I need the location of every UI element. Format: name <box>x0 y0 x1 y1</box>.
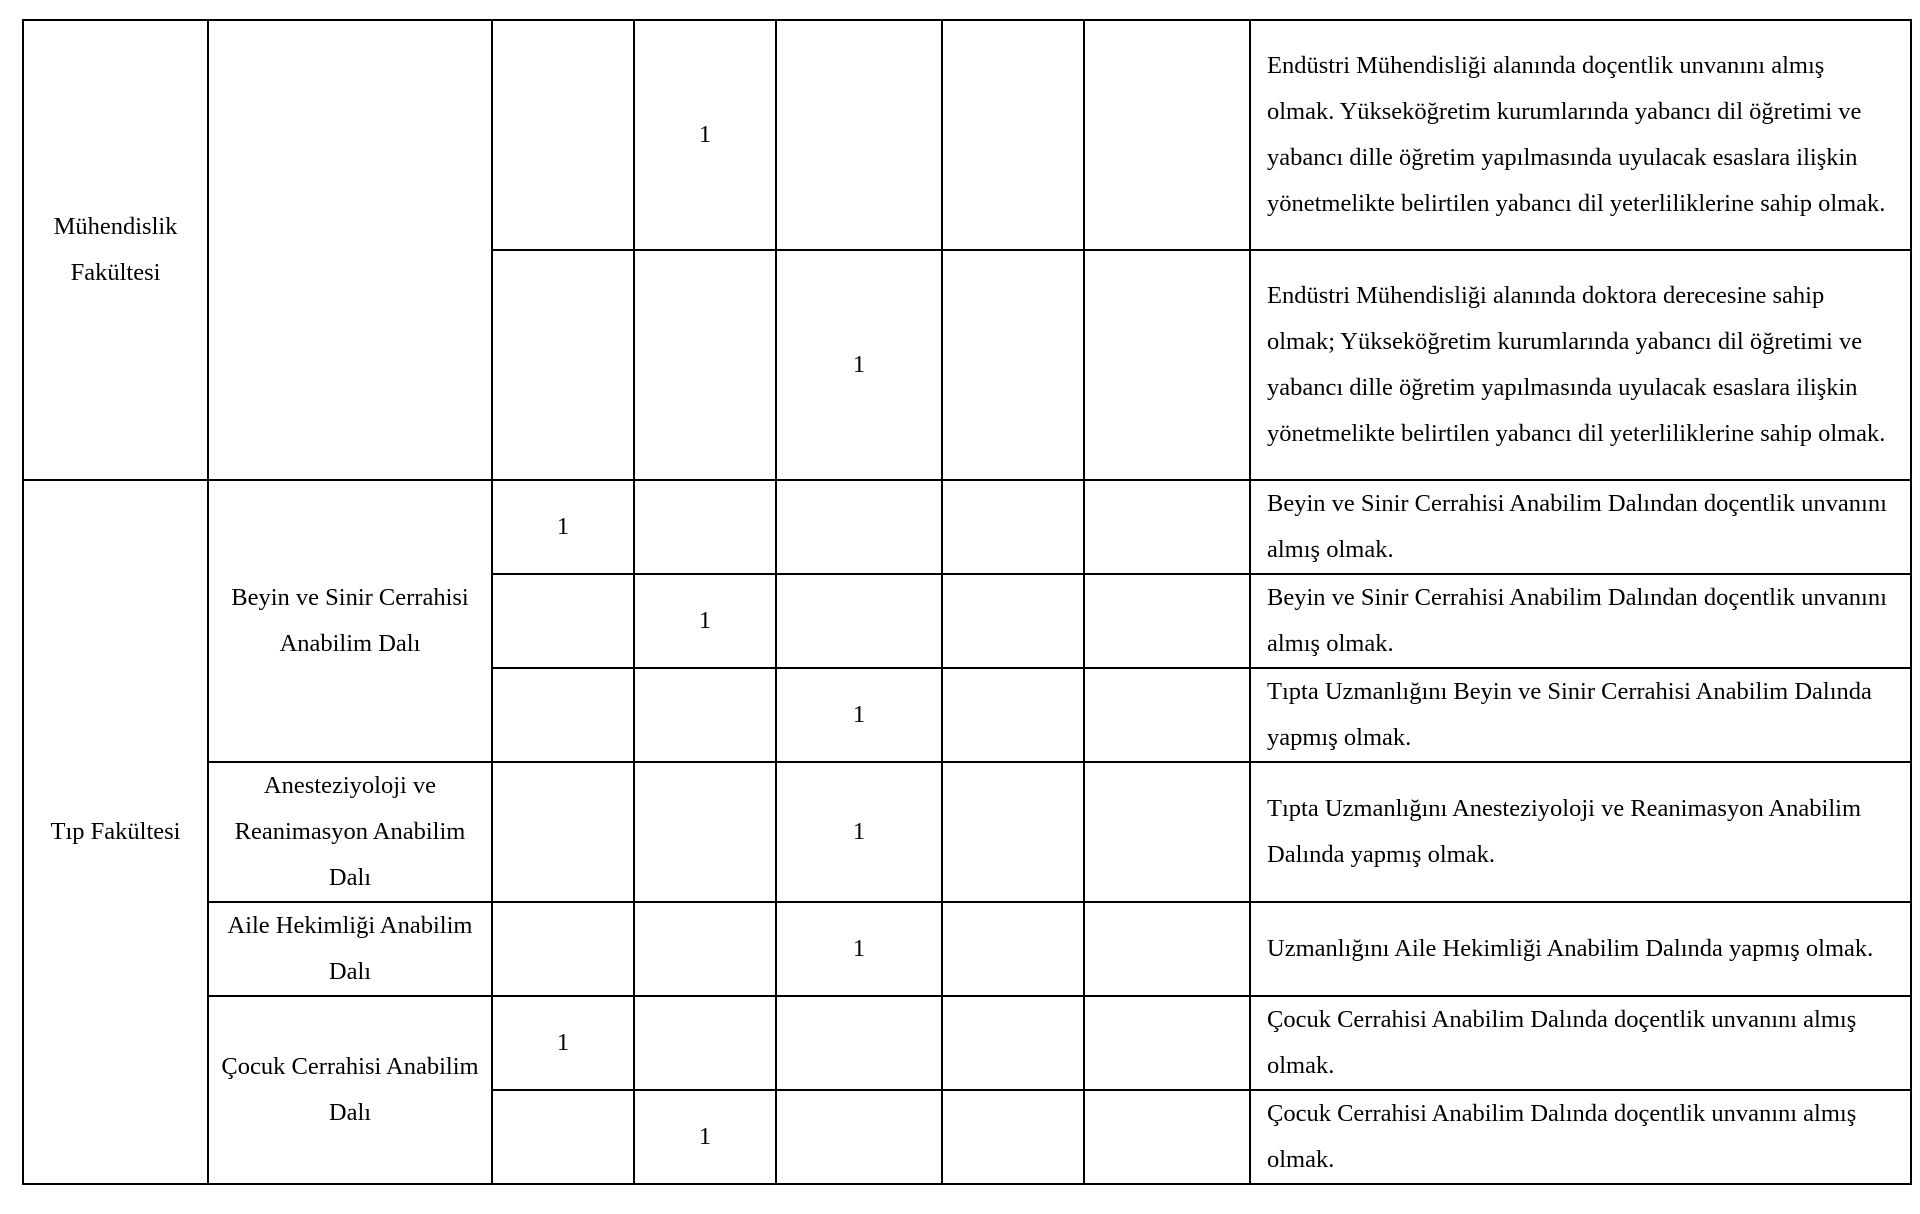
count-cell: 1 <box>634 1090 776 1184</box>
count-cell <box>776 20 942 250</box>
department-cell: Çocuk Cerrahisi Anabilim Dalı <box>208 996 492 1184</box>
count-cell: 1 <box>776 668 942 762</box>
count-cell <box>1084 574 1250 668</box>
count-cell <box>1084 996 1250 1090</box>
count-cell <box>492 668 634 762</box>
count-cell <box>942 250 1084 480</box>
requirement-cell: Uzmanlığını Aile Hekimliği Anabilim Dalında yapmış olmak. <box>1250 902 1911 996</box>
count-cell: 1 <box>634 574 776 668</box>
count-cell: 1 <box>776 250 942 480</box>
department-cell: Anesteziyoloji ve Reanimasyon Anabilim Dalı <box>208 762 492 902</box>
count-cell <box>776 480 942 574</box>
count-cell <box>942 668 1084 762</box>
count-cell <box>492 574 634 668</box>
count-cell <box>1084 762 1250 902</box>
count-cell: 1 <box>776 762 942 902</box>
requirement-cell: Beyin ve Sinir Cerrahisi Anabilim Dalından doçentlik unvanını almış olmak. <box>1250 574 1911 668</box>
count-cell <box>634 902 776 996</box>
count-cell <box>1084 902 1250 996</box>
count-cell <box>1084 668 1250 762</box>
requirement-cell: Çocuk Cerrahisi Anabilim Dalında doçentlik unvanını almış olmak. <box>1250 1090 1911 1184</box>
count-cell <box>942 574 1084 668</box>
count-cell: 1 <box>634 20 776 250</box>
count-cell <box>1084 1090 1250 1184</box>
count-cell <box>942 1090 1084 1184</box>
table-row <box>23 20 1911 250</box>
table-row <box>23 480 1911 574</box>
table-row <box>23 902 1911 996</box>
count-cell <box>634 250 776 480</box>
count-cell <box>1084 20 1250 250</box>
count-cell: 1 <box>492 996 634 1090</box>
requirement-cell: Tıpta Uzmanlığını Anesteziyoloji ve Reanimasyon Anabilim Dalında yapmış olmak. <box>1250 762 1911 902</box>
faculty-cell: Mühendislik Fakültesi <box>23 20 208 480</box>
count-cell <box>492 20 634 250</box>
count-cell <box>942 480 1084 574</box>
recruitment-table <box>22 19 1912 1185</box>
department-cell: Aile Hekimliği Anabilim Dalı <box>208 902 492 996</box>
department-cell: Beyin ve Sinir Cerrahisi Anabilim Dalı <box>208 480 492 762</box>
table-row <box>23 996 1911 1090</box>
requirement-cell: Endüstri Mühendisliği alanında doçentlik unvanını almış olmak. Yükseköğretim kurumlarında yabancı dil öğretimi ve yabancı dille öğretim yapılmasında uyulacak esaslara ilişkin yönetmelikte belirtilen yabancı dil yeterliliklerine sahip olmak. <box>1250 20 1911 250</box>
requirement-cell: Endüstri Mühendisliği alanında doktora derecesine sahip olmak; Yükseköğretim kurumlarında yabancı dil öğretimi ve yabancı dille öğretim yapılmasında uyulacak esaslara ilişkin yönetmelikte belirtilen yabancı dil yeterliliklerine sahip olmak. <box>1250 250 1911 480</box>
count-cell <box>492 762 634 902</box>
count-cell: 1 <box>492 480 634 574</box>
count-cell <box>942 762 1084 902</box>
count-cell <box>942 996 1084 1090</box>
count-cell <box>776 574 942 668</box>
department-cell <box>208 20 492 480</box>
requirement-cell: Tıpta Uzmanlığını Beyin ve Sinir Cerrahisi Anabilim Dalında yapmış olmak. <box>1250 668 1911 762</box>
count-cell <box>634 668 776 762</box>
count-cell <box>776 996 942 1090</box>
count-cell <box>634 996 776 1090</box>
count-cell <box>492 1090 634 1184</box>
count-cell <box>492 250 634 480</box>
count-cell <box>1084 480 1250 574</box>
requirement-cell: Çocuk Cerrahisi Anabilim Dalında doçentlik unvanını almış olmak. <box>1250 996 1911 1090</box>
count-cell <box>1084 250 1250 480</box>
count-cell <box>634 480 776 574</box>
table-row <box>23 762 1911 902</box>
count-cell <box>776 1090 942 1184</box>
requirement-cell: Beyin ve Sinir Cerrahisi Anabilim Dalından doçentlik unvanını almış olmak. <box>1250 480 1911 574</box>
count-cell <box>942 902 1084 996</box>
count-cell <box>942 20 1084 250</box>
count-cell <box>492 902 634 996</box>
faculty-cell: Tıp Fakültesi <box>23 480 208 1184</box>
count-cell <box>634 762 776 902</box>
count-cell: 1 <box>776 902 942 996</box>
